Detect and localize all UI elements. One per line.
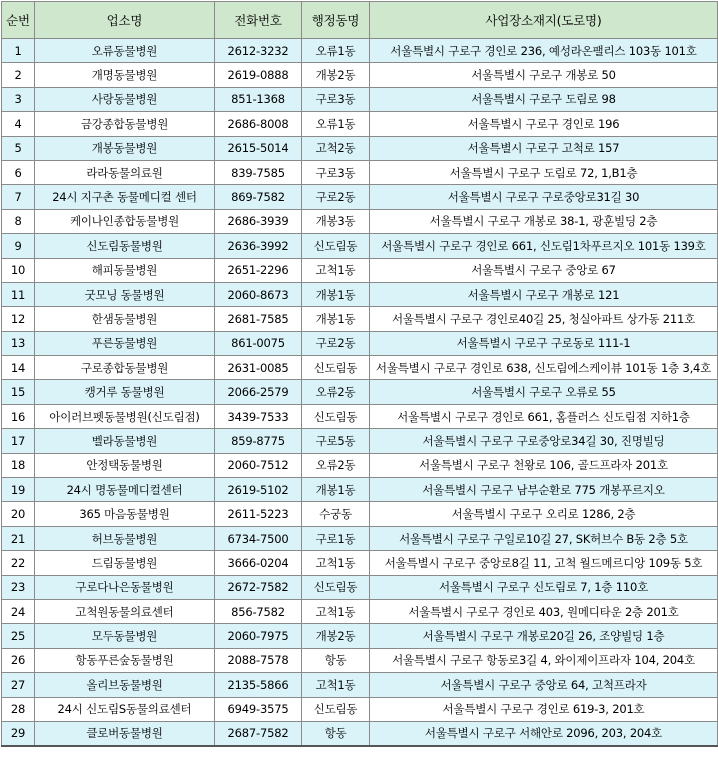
cell-district: 구로2동 — [302, 185, 370, 209]
cell-address: 서울특별시 구로구 도림로 98 — [370, 87, 718, 111]
cell-number: 10 — [2, 258, 35, 282]
cell-phone: 2636-3992 — [215, 234, 302, 258]
cell-phone: 2619-0888 — [215, 63, 302, 87]
table-row — [2, 112, 718, 136]
cell-business-name: 안정택동물병원 — [35, 453, 215, 477]
cell-business-name: 올리브동물병원 — [35, 673, 215, 697]
cell-district: 구로5동 — [302, 429, 370, 453]
cell-district: 개봉2동 — [302, 63, 370, 87]
cell-phone: 3666-0204 — [215, 551, 302, 575]
cell-business-name: 벨라동물병원 — [35, 429, 215, 453]
cell-number: 13 — [2, 331, 35, 355]
cell-business-name: 허브동물병원 — [35, 526, 215, 550]
cell-phone: 2135-5866 — [215, 673, 302, 697]
cell-address: 서울특별시 구로구 중앙로8길 11, 고척 월드메르디앙 109동 5호 — [370, 551, 718, 575]
cell-number: 26 — [2, 648, 35, 672]
cell-number: 8 — [2, 209, 35, 233]
cell-district: 항동 — [302, 721, 370, 745]
cell-address: 서울특별시 구로구 구로동로 111-1 — [370, 331, 718, 355]
table-row — [2, 697, 718, 721]
cell-phone: 2615-5014 — [215, 136, 302, 160]
cell-number: 19 — [2, 478, 35, 502]
cell-district: 신도림동 — [302, 697, 370, 721]
cell-district: 신도림동 — [302, 356, 370, 380]
cell-address: 서울특별시 구로구 구로중앙로34길 30, 진명빌딩 — [370, 429, 718, 453]
cell-address: 서울특별시 구로구 경인로 196 — [370, 112, 718, 136]
cell-number: 29 — [2, 721, 35, 745]
cell-number: 2 — [2, 63, 35, 87]
cell-district: 개봉1동 — [302, 282, 370, 306]
cell-phone: 2631-0085 — [215, 356, 302, 380]
cell-district: 오류2동 — [302, 453, 370, 477]
cell-business-name: 24시 명동물메디컬센터 — [35, 478, 215, 502]
cell-district: 신도림동 — [302, 575, 370, 599]
table-row — [2, 136, 718, 160]
cell-number: 5 — [2, 136, 35, 160]
header-business-name: 업소명 — [35, 2, 215, 39]
cell-district: 구로3동 — [302, 160, 370, 184]
cell-phone: 2686-3939 — [215, 209, 302, 233]
cell-address: 서울특별시 구로구 항동로3길 4, 와이제이프라자 104, 204호 — [370, 648, 718, 672]
cell-business-name: 금강종합동물병원 — [35, 112, 215, 136]
table-row — [2, 429, 718, 453]
cell-district: 고척1동 — [302, 258, 370, 282]
cell-address: 서울특별시 구로구 경인로 661, 홈플러스 신도림점 지하1층 — [370, 404, 718, 428]
table-row — [2, 209, 718, 233]
header-row — [2, 2, 718, 39]
cell-number: 23 — [2, 575, 35, 599]
cell-phone: 2681-7585 — [215, 307, 302, 331]
cell-business-name: 클로버동물병원 — [35, 721, 215, 745]
header-number: 순번 — [2, 2, 35, 39]
cell-number: 22 — [2, 551, 35, 575]
table-row — [2, 331, 718, 355]
cell-number: 1 — [2, 39, 35, 63]
cell-address: 서울특별시 구로구 경인로40길 25, 청실아파트 상가동 211호 — [370, 307, 718, 331]
cell-number: 6 — [2, 160, 35, 184]
cell-business-name: 신도림동물병원 — [35, 234, 215, 258]
cell-number: 11 — [2, 282, 35, 306]
cell-address: 서울특별시 구로구 오리로 1286, 2층 — [370, 502, 718, 526]
cell-district: 구로1동 — [302, 526, 370, 550]
cell-address: 서울특별시 구로구 중앙로 64, 고척프라자 — [370, 673, 718, 697]
cell-phone: 3439-7533 — [215, 404, 302, 428]
cell-address: 서울특별시 구로구 남부순환로 775 개봉푸르지오 — [370, 478, 718, 502]
table-row — [2, 502, 718, 526]
cell-address: 서울특별시 구로구 개봉로20길 26, 조양빌딩 1층 — [370, 624, 718, 648]
cell-address: 서울특별시 구로구 경인로 638, 신도림에스케이뷰 101동 1층 3,4호 — [370, 356, 718, 380]
cell-address: 서울특별시 구로구 경인로 236, 예성라온팰리스 103동 101호 — [370, 39, 718, 63]
cell-business-name: 라라동물의료원 — [35, 160, 215, 184]
cell-address: 서울특별시 구로구 경인로 619-3, 201호 — [370, 697, 718, 721]
cell-business-name: 개명동물병원 — [35, 63, 215, 87]
table-row — [2, 185, 718, 209]
cell-district: 고척1동 — [302, 599, 370, 623]
cell-number: 27 — [2, 673, 35, 697]
cell-business-name: 해피동물병원 — [35, 258, 215, 282]
cell-district: 개봉3동 — [302, 209, 370, 233]
table-row — [2, 648, 718, 672]
cell-business-name: 한샘동물병원 — [35, 307, 215, 331]
cell-number: 28 — [2, 697, 35, 721]
cell-number: 7 — [2, 185, 35, 209]
cell-district: 개봉1동 — [302, 478, 370, 502]
cell-business-name: 아이러브펫동물병원(신도림점) — [35, 404, 215, 428]
cell-address: 서울특별시 구로구 개봉로 50 — [370, 63, 718, 87]
table-row — [2, 63, 718, 87]
cell-district: 오류2동 — [302, 380, 370, 404]
cell-address: 서울특별시 구로구 경인로 403, 원메디타운 2층 201호 — [370, 599, 718, 623]
cell-address: 서울특별시 구로구 구로중앙로31길 30 — [370, 185, 718, 209]
cell-district: 구로3동 — [302, 87, 370, 111]
cell-business-name: 오류동물병원 — [35, 39, 215, 63]
cell-business-name: 개봉동물병원 — [35, 136, 215, 160]
table-row — [2, 478, 718, 502]
cell-phone: 2088-7578 — [215, 648, 302, 672]
cell-phone: 839-7585 — [215, 160, 302, 184]
cell-district: 오류1동 — [302, 39, 370, 63]
cell-phone: 861-0075 — [215, 331, 302, 355]
cell-address: 서울특별시 구로구 개봉로 121 — [370, 282, 718, 306]
cell-phone: 2060-8673 — [215, 282, 302, 306]
table-row — [2, 160, 718, 184]
cell-phone: 2651-2296 — [215, 258, 302, 282]
table-row — [2, 599, 718, 623]
cell-district: 고척1동 — [302, 673, 370, 697]
cell-business-name: 케이나인종합동물병원 — [35, 209, 215, 233]
cell-address: 서울특별시 구로구 서해안로 2096, 203, 204호 — [370, 721, 718, 745]
table-row — [2, 575, 718, 599]
cell-phone: 6734-7500 — [215, 526, 302, 550]
cell-address: 서울특별시 구로구 오류로 55 — [370, 380, 718, 404]
header-phone: 전화번호 — [215, 2, 302, 39]
table-row — [2, 551, 718, 575]
cell-district: 고척2동 — [302, 136, 370, 160]
cell-address: 서울특별시 구로구 경인로 661, 신도림1차푸르지오 101동 139호 — [370, 234, 718, 258]
cell-address: 서울특별시 구로구 중앙로 67 — [370, 258, 718, 282]
cell-business-name: 푸른동물병원 — [35, 331, 215, 355]
cell-address: 서울특별시 구로구 구일로10길 27, SK허브수 B동 2층 5호 — [370, 526, 718, 550]
table-row — [2, 87, 718, 111]
cell-district: 수궁동 — [302, 502, 370, 526]
cell-address: 서울특별시 구로구 개봉로 38-1, 광훈빌딩 2층 — [370, 209, 718, 233]
table-row — [2, 258, 718, 282]
cell-business-name: 고척원동물의료센터 — [35, 599, 215, 623]
cell-phone: 856-7582 — [215, 599, 302, 623]
cell-phone: 859-8775 — [215, 429, 302, 453]
cell-district: 개봉2동 — [302, 624, 370, 648]
cell-number: 17 — [2, 429, 35, 453]
cell-phone: 2066-2579 — [215, 380, 302, 404]
table-row — [2, 234, 718, 258]
cell-phone: 869-7582 — [215, 185, 302, 209]
header-address: 사업장소재지(도로명) — [370, 2, 718, 39]
cell-business-name: 드림동물병원 — [35, 551, 215, 575]
cell-phone: 2672-7582 — [215, 575, 302, 599]
cell-phone: 2686-8008 — [215, 112, 302, 136]
cell-business-name: 항동푸른숲동물병원 — [35, 648, 215, 672]
cell-number: 12 — [2, 307, 35, 331]
table-row — [2, 673, 718, 697]
cell-address: 서울특별시 구로구 천왕로 106, 골드프라자 201호 — [370, 453, 718, 477]
cell-phone: 2060-7512 — [215, 453, 302, 477]
cell-district: 고척1동 — [302, 551, 370, 575]
cell-business-name: 굿모닝 동물병원 — [35, 282, 215, 306]
cell-number: 4 — [2, 112, 35, 136]
cell-number: 15 — [2, 380, 35, 404]
table-row — [2, 380, 718, 404]
cell-business-name: 24시 신도림S동물의료센터 — [35, 697, 215, 721]
cell-district: 구로2동 — [302, 331, 370, 355]
cell-business-name: 구로다나은동물병원 — [35, 575, 215, 599]
cell-district: 개봉1동 — [302, 307, 370, 331]
table-row — [2, 526, 718, 550]
cell-phone: 2060-7975 — [215, 624, 302, 648]
cell-number: 16 — [2, 404, 35, 428]
cell-business-name: 모두동물병원 — [35, 624, 215, 648]
cell-address: 서울특별시 구로구 신도림로 7, 1층 110호 — [370, 575, 718, 599]
table-row — [2, 624, 718, 648]
cell-district: 신도림동 — [302, 404, 370, 428]
cell-number: 20 — [2, 502, 35, 526]
cell-number: 3 — [2, 87, 35, 111]
table-row — [2, 39, 718, 63]
cell-number: 18 — [2, 453, 35, 477]
cell-district: 오류1동 — [302, 112, 370, 136]
cell-address: 서울특별시 구로구 고척로 157 — [370, 136, 718, 160]
cell-number: 9 — [2, 234, 35, 258]
cell-district: 신도림동 — [302, 234, 370, 258]
table-row — [2, 356, 718, 380]
cell-business-name: 365 마음동물병원 — [35, 502, 215, 526]
cell-business-name: 사랑동물병원 — [35, 87, 215, 111]
cell-phone: 2611-5223 — [215, 502, 302, 526]
table-row — [2, 307, 718, 331]
cell-phone: 2619-5102 — [215, 478, 302, 502]
cell-phone: 2612-3232 — [215, 39, 302, 63]
cell-number: 25 — [2, 624, 35, 648]
cell-business-name: 구로종합동물병원 — [35, 356, 215, 380]
cell-business-name: 24시 지구촌 동물메디컬 센터 — [35, 185, 215, 209]
cell-number: 24 — [2, 599, 35, 623]
table-row — [2, 282, 718, 306]
cell-business-name: 캥거루 동물병원 — [35, 380, 215, 404]
table-row — [2, 721, 718, 745]
header-district: 행정동명 — [302, 2, 370, 39]
cell-number: 14 — [2, 356, 35, 380]
cell-phone: 6949-3575 — [215, 697, 302, 721]
cell-district: 항동 — [302, 648, 370, 672]
table-row — [2, 404, 718, 428]
cell-phone: 2687-7582 — [215, 721, 302, 745]
cell-address: 서울특별시 구로구 도림로 72, 1,B1층 — [370, 160, 718, 184]
table-row — [2, 453, 718, 477]
cell-phone: 851-1368 — [215, 87, 302, 111]
cell-number: 21 — [2, 526, 35, 550]
hospital-table — [1, 1, 718, 747]
